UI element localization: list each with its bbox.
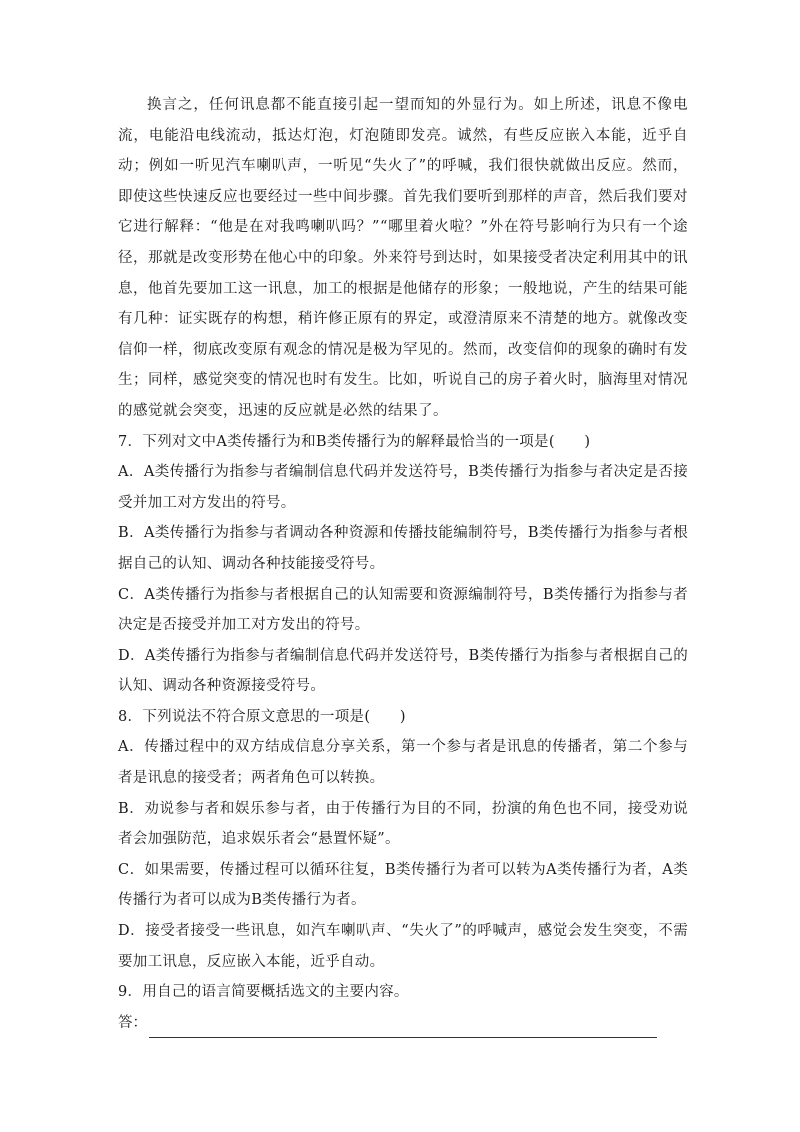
question-8-option-b: B．劝说参与者和娱乐参与者，由于传播行为目的不同，扮演的角色也不同，接受劝说者会加强防范，追求娱乐者会“悬置怀疑”。 [118, 800, 688, 848]
question-8-option-a: A．传播过程中的双方结成信息分享关系，第一个参与者是讯息的传播者，第二个参与者是讯息的接受者；两者角色可以转换。 [118, 739, 688, 787]
question-7-option-b: B．A类传播行为指参与者调动各种资源和传播技能编制符号，B类传播行为指参与者根据自己的认知、调动各种技能接受符号。 [118, 525, 688, 572]
document-page [118, 90, 688, 1038]
answer-label: 答： [118, 1014, 147, 1031]
question-7-option-c: C．A类传播行为指参与者根据自己的认知需要和资源编制符号，B类传播行为指参与者决定是否接受并加工对方发出的符号。 [118, 586, 688, 634]
passage-paragraph: 换言之，任何讯息都不能直接引起一望而知的外显行为。如上所述，讯息不像电流，电能沿电线流动，抵达灯泡，灯泡随即发亮。诚然，有些反应嵌入本能，近乎自动；例如一听见汽车喇叭声，一听见“失火了”的呼喊，我们很快就做出反应。然而，即使这些快速反应也要经过一些中间步骤。首先我们要听到那样的声音，然后我们要对它进行解释：“他是在对我鸣喇叭吗？”“哪里着火啦？”外在符号影响行为只有一个途径，那就是改变形势在他心中的印象。外来符号到达时，如果接受者决定利用其中的讯息，他首先要加工这一讯息，加工的根据是他储存的形象；一般地说，产生的结果可能有几种：证实既存的构想，稍许修正原有的界定，或澄清原来不清楚的地方。就像改变信仰一样，彻底改变原有观念的情况是极为罕见的。然而，改变信仰的现象的确时有发生；同样，感觉突变的情况也时有发生。比如，听说自己的房子着火时，脑海里对情况的感觉就会突变，迅速的反应就是必然的结果了。 [118, 97, 688, 419]
question-7-option-d: D．A类传播行为指参与者编制信息代码并发送符号，B类传播行为指参与者根据自己的认知、调动各种资源接受符号。 [118, 647, 688, 695]
question-8-option-c: C．如果需要，传播过程可以循环往复，B类传播行为者可以转为A类传播行为者，A类传播行为者可以成为B类传播行为者。 [118, 861, 688, 909]
question-7-option-a: A．A类传播行为指参与者编制信息代码并发送符号，B类传播行为指参与者决定是否接受并加工对方发出的符号。 [118, 464, 688, 511]
question-8-stem: 8．下列说法不符合原文意思的一项是( ) [118, 708, 406, 725]
answer-blank-line[interactable] [149, 1015, 657, 1038]
question-7-stem: 7．下列对文中A类传播行为和B类传播行为的解释最恰当的一项是( ) [118, 433, 591, 450]
question-9-stem: 9．用自己的语言简要概括选文的主要内容。 [118, 984, 409, 1001]
question-8-option-d: D．接受者接受一些讯息，如汽车喇叭声、“失火了”的呼喊声，感觉会发生突变，不需要加工讯息，反应嵌入本能，近乎自动。 [118, 923, 688, 970]
answer-row [118, 1008, 688, 1039]
